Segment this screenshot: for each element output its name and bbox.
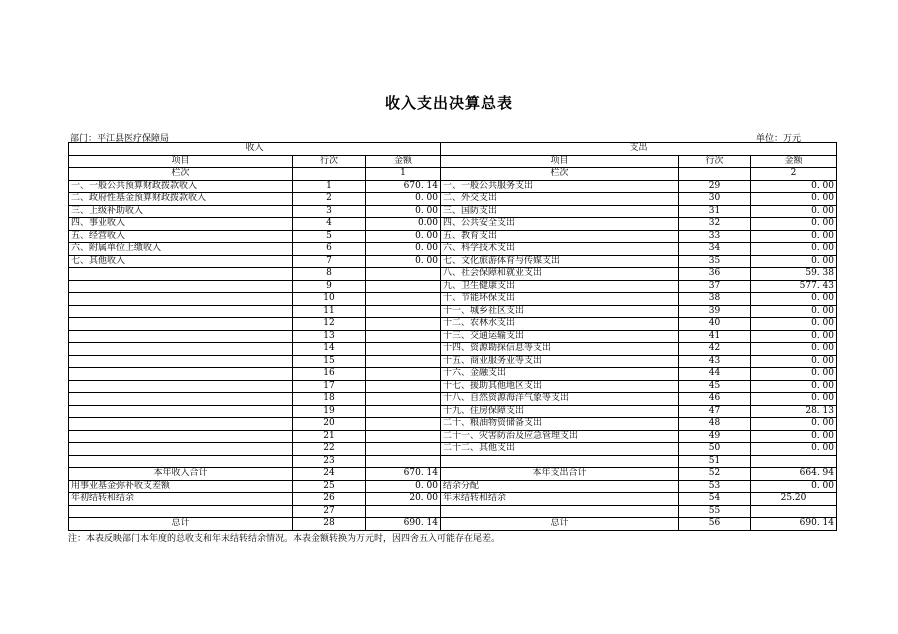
expense-amount: 0. 00 <box>751 180 837 193</box>
income-row-no: 5 <box>293 230 366 243</box>
expense-amount: 0. 00 <box>751 193 837 206</box>
expense-row-no-header: 行次 <box>679 155 751 168</box>
income-row-no: 19 <box>293 405 366 418</box>
expense-item: 十六、金融支出 <box>441 368 679 381</box>
income-row-no: 4 <box>293 218 366 231</box>
expense-amount: 0. 00 <box>751 305 837 318</box>
expense-row-no: 29 <box>679 180 751 193</box>
income-amount: 0. 00 <box>366 193 441 206</box>
expense-amount: 0. 00 <box>751 330 837 343</box>
income-column-label: 栏次 <box>69 168 293 181</box>
table-row <box>69 255 837 268</box>
income-amount <box>366 293 441 306</box>
income-item <box>69 305 293 318</box>
table-row <box>69 443 837 456</box>
income-item <box>69 330 293 343</box>
end-balance-no: 54 <box>679 493 751 506</box>
income-row-no: 23 <box>293 455 366 468</box>
end-balance-amount: 25.20 <box>751 493 837 506</box>
income-row-no: 6 <box>293 243 366 256</box>
income-item <box>69 393 293 406</box>
expense-item: 五、教育支出 <box>441 230 679 243</box>
expense-item: 六、科学技术支出 <box>441 243 679 256</box>
income-item: 七、其他收入 <box>69 255 293 268</box>
expense-amount: 0. 00 <box>751 343 837 356</box>
table-row <box>69 380 837 393</box>
table-row <box>69 430 837 443</box>
expense-amount: 0. 00 <box>751 218 837 231</box>
income-item <box>69 368 293 381</box>
expense-amount: 0. 00 <box>751 205 837 218</box>
expense-item: 四、公共安全支出 <box>441 218 679 231</box>
expense-amount: 59. 38 <box>751 268 837 281</box>
income-row-no: 7 <box>293 255 366 268</box>
income-amount <box>366 305 441 318</box>
income-item: 五、经营收入 <box>69 230 293 243</box>
income-row-no: 2 <box>293 193 366 206</box>
expense-row-no: 37 <box>679 280 751 293</box>
expense-item: 十四、资源勘探信息等支出 <box>441 343 679 356</box>
expense-amount: 0. 00 <box>751 318 837 331</box>
expense-amount: 0. 00 <box>751 243 837 256</box>
income-row-no: 17 <box>293 380 366 393</box>
expense-row-no: 36 <box>679 268 751 281</box>
end-balance-label: 年末结转和结余 <box>441 493 679 506</box>
income-amount <box>366 268 441 281</box>
expense-item: 十七、援助其他地区支出 <box>441 380 679 393</box>
income-amount <box>366 418 441 431</box>
surplus-distribution-amount: 0. 00 <box>751 480 837 493</box>
begin-balance-no: 26 <box>293 493 366 506</box>
table-row <box>69 293 837 306</box>
fund-offset-amount: 0. 00 <box>366 480 441 493</box>
expense-amount: 0. 00 <box>751 293 837 306</box>
expense-item: 七、文化旅游体育与传媒支出 <box>441 255 679 268</box>
expense-row-no: 33 <box>679 230 751 243</box>
grand-total-expense-amount: 690. 14 <box>751 518 837 531</box>
grand-total-expense-no: 56 <box>679 518 751 531</box>
blank-expense-amount <box>751 505 837 518</box>
department-label: 部门：平江县医疗保障局 <box>70 134 170 144</box>
income-amount <box>366 393 441 406</box>
expense-item: 二十、粮油物资储备支出 <box>441 418 679 431</box>
fund-offset-no: 25 <box>293 480 366 493</box>
year-expense-total-amount: 664. 94 <box>751 468 837 481</box>
expense-item: 十二、农林水支出 <box>441 318 679 331</box>
expense-column-label: 栏次 <box>441 168 679 181</box>
expense-amount: 0. 00 <box>751 418 837 431</box>
income-amount <box>366 343 441 356</box>
expense-item <box>441 455 679 468</box>
year-total-row <box>69 468 837 481</box>
blank-row <box>69 505 837 518</box>
income-section-header: 收入 <box>69 143 441 156</box>
income-item <box>69 418 293 431</box>
table-row <box>69 180 837 193</box>
income-amount <box>366 355 441 368</box>
expense-item: 十一、城乡社区支出 <box>441 305 679 318</box>
table-row <box>69 193 837 206</box>
income-amount <box>366 380 441 393</box>
income-item <box>69 293 293 306</box>
begin-balance-label: 年初结转和结余 <box>69 493 293 506</box>
expense-amount: 0. 00 <box>751 355 837 368</box>
expense-item: 九、卫生健康支出 <box>441 280 679 293</box>
income-item <box>69 430 293 443</box>
expense-row-no: 50 <box>679 443 751 456</box>
expense-row-no: 38 <box>679 293 751 306</box>
income-row-no: 8 <box>293 268 366 281</box>
income-amount <box>366 280 441 293</box>
table-row <box>69 393 837 406</box>
income-item: 三、上级补助收入 <box>69 205 293 218</box>
income-item <box>69 443 293 456</box>
expense-row-no: 32 <box>679 218 751 231</box>
income-row-no: 10 <box>293 293 366 306</box>
expense-amount: 0. 00 <box>751 255 837 268</box>
income-amount <box>366 430 441 443</box>
income-amount <box>366 443 441 456</box>
income-item <box>69 318 293 331</box>
expense-item: 十八、自然资源海洋气象等支出 <box>441 393 679 406</box>
expense-row-no: 34 <box>679 243 751 256</box>
income-amount: 670. 14 <box>366 180 441 193</box>
income-row-no: 22 <box>293 443 366 456</box>
expense-item: 十、节能环保支出 <box>441 293 679 306</box>
table-row <box>69 418 837 431</box>
expense-amount <box>751 455 837 468</box>
income-amount <box>366 405 441 418</box>
expense-item: 三、国防支出 <box>441 205 679 218</box>
income-amount: 0. 00 <box>366 230 441 243</box>
expense-row-no: 40 <box>679 318 751 331</box>
section-header-row <box>69 143 837 156</box>
income-amount: 0.00 <box>366 218 441 231</box>
income-row-no-header: 行次 <box>293 155 366 168</box>
expense-row-no: 30 <box>679 193 751 206</box>
income-item-header: 项目 <box>69 155 293 168</box>
grand-total-expense-label: 总计 <box>441 518 679 531</box>
income-item <box>69 343 293 356</box>
table-row <box>69 205 837 218</box>
expense-amount: 0. 00 <box>751 430 837 443</box>
income-item <box>69 355 293 368</box>
income-row-no: 13 <box>293 330 366 343</box>
income-row-no: 1 <box>293 180 366 193</box>
surplus-distribution-no: 53 <box>679 480 751 493</box>
income-item <box>69 268 293 281</box>
grand-total-income-amount: 690. 14 <box>366 518 441 531</box>
year-income-total-no: 24 <box>293 468 366 481</box>
grand-total-income-no: 28 <box>293 518 366 531</box>
expense-item: 十九、住房保障支出 <box>441 405 679 418</box>
table-row <box>69 280 837 293</box>
income-row-no: 16 <box>293 368 366 381</box>
table-row <box>69 343 837 356</box>
expense-amount: 577. 43 <box>751 280 837 293</box>
income-item <box>69 455 293 468</box>
blank-income-no: 27 <box>293 505 366 518</box>
income-column-no: 1 <box>366 168 441 181</box>
expense-item-header: 项目 <box>441 155 679 168</box>
income-row-no: 14 <box>293 343 366 356</box>
table-row <box>69 455 837 468</box>
expense-column-blank <box>679 168 751 181</box>
year-income-total-label: 本年收入合计 <box>69 468 293 481</box>
expense-row-no: 39 <box>679 305 751 318</box>
income-row-no: 18 <box>293 393 366 406</box>
income-item: 六、附属单位上缴收入 <box>69 243 293 256</box>
surplus-distribution-label: 结余分配 <box>441 480 679 493</box>
income-amount: 0. 00 <box>366 205 441 218</box>
income-amount-header: 金额 <box>366 155 441 168</box>
income-amount <box>366 455 441 468</box>
year-expense-total-label: 本年支出合计 <box>441 468 679 481</box>
expense-item: 二十二、其他支出 <box>441 443 679 456</box>
expense-row-no: 45 <box>679 380 751 393</box>
table-row <box>69 405 837 418</box>
table-row <box>69 330 837 343</box>
expense-item: 十五、商业服务业等支出 <box>441 355 679 368</box>
table-row <box>69 355 837 368</box>
expense-amount: 0. 00 <box>751 368 837 381</box>
page-title: 收入支出决算总表 <box>384 94 513 112</box>
expense-item: 二十一、灾害防治及应急管理支出 <box>441 430 679 443</box>
fund-offset-label: 用事业基金弥补收支差额 <box>69 480 293 493</box>
year-income-total-amount: 670. 14 <box>366 468 441 481</box>
expense-row-no: 44 <box>679 368 751 381</box>
income-amount: 0. 00 <box>366 255 441 268</box>
expense-item: 一、一般公共服务支出 <box>441 180 679 193</box>
expense-row-no: 46 <box>679 393 751 406</box>
income-item: 一、一般公共预算财政拨款收入 <box>69 180 293 193</box>
expense-amount: 28. 13 <box>751 405 837 418</box>
income-row-no: 3 <box>293 205 366 218</box>
expense-row-no: 51 <box>679 455 751 468</box>
expense-amount-header: 金额 <box>751 155 837 168</box>
income-row-no: 15 <box>293 355 366 368</box>
unit-label: 单位：万元 <box>756 134 802 144</box>
expense-row-no: 42 <box>679 343 751 356</box>
expense-amount: 0. 00 <box>751 393 837 406</box>
expense-row-no: 43 <box>679 355 751 368</box>
grand-total-row <box>69 518 837 531</box>
income-expense-table <box>68 142 837 531</box>
table-row <box>69 368 837 381</box>
year-expense-total-no: 52 <box>679 468 751 481</box>
table-row <box>69 318 837 331</box>
expense-row-no: 47 <box>679 405 751 418</box>
expense-column-no: 2 <box>751 168 837 181</box>
income-amount: 0. 00 <box>366 243 441 256</box>
begin-balance-amount: 20. 00 <box>366 493 441 506</box>
income-column-blank <box>293 168 366 181</box>
expense-amount: 0. 00 <box>751 380 837 393</box>
table-row <box>69 243 837 256</box>
income-amount <box>366 318 441 331</box>
table-row <box>69 230 837 243</box>
income-amount <box>366 330 441 343</box>
expense-amount: 0. 00 <box>751 443 837 456</box>
table-row <box>69 305 837 318</box>
income-row-no: 9 <box>293 280 366 293</box>
income-item <box>69 405 293 418</box>
expense-item: 十三、交通运输支出 <box>441 330 679 343</box>
expense-item: 二、外交支出 <box>441 193 679 206</box>
expense-row-no: 31 <box>679 205 751 218</box>
fund-offset-row <box>69 480 837 493</box>
footnote: 注：本表反映部门本年度的总收支和年末结转结余情况。本表金额转换为万元时，因四舍五入可能存在尾差。 <box>68 534 501 544</box>
blank-expense-label <box>441 505 679 518</box>
income-item: 二、政府性基金预算财政拨款收入 <box>69 193 293 206</box>
column-index-row <box>69 168 837 181</box>
income-row-no: 20 <box>293 418 366 431</box>
table-row <box>69 268 837 281</box>
blank-income-label <box>69 505 293 518</box>
income-item <box>69 280 293 293</box>
expense-amount: 0. 00 <box>751 230 837 243</box>
income-row-no: 11 <box>293 305 366 318</box>
blank-expense-no: 55 <box>679 505 751 518</box>
income-amount <box>366 368 441 381</box>
expense-row-no: 35 <box>679 255 751 268</box>
blank-income-amount <box>366 505 441 518</box>
column-header-row <box>69 155 837 168</box>
grand-total-income-label: 总计 <box>69 518 293 531</box>
expense-row-no: 49 <box>679 430 751 443</box>
table-row <box>69 218 837 231</box>
income-item <box>69 380 293 393</box>
expense-item: 八、社会保障和就业支出 <box>441 268 679 281</box>
expense-row-no: 48 <box>679 418 751 431</box>
expense-row-no: 41 <box>679 330 751 343</box>
balance-row <box>69 493 837 506</box>
income-row-no: 21 <box>293 430 366 443</box>
expense-section-header: 支出 <box>441 143 837 156</box>
income-row-no: 12 <box>293 318 366 331</box>
income-item: 四、事业收入 <box>69 218 293 231</box>
